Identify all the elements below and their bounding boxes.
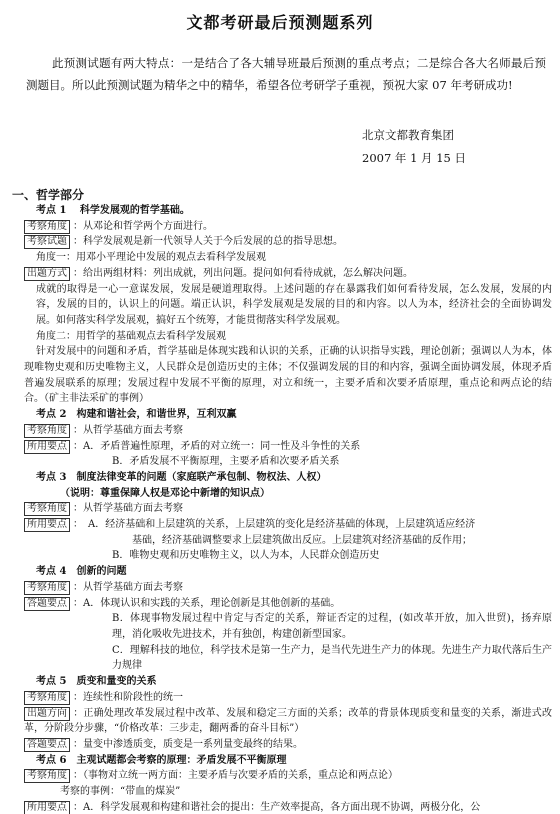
line-text: ：从邓论和哲学两个方面进行。: [73, 220, 213, 232]
text-line: [24, 690, 552, 706]
boxed-label: 考察角度: [24, 769, 70, 783]
text-line: [24, 737, 552, 753]
text-line: [24, 234, 552, 250]
topic-heading: 考点 5 质变和量变的关系: [36, 676, 157, 688]
text-line: 考察的事例：“带血的煤炭”: [60, 786, 181, 798]
text-line: 基础，经济基础调整要求上层建筑做出反应。上层建筑对经济基础的反作用；: [132, 534, 472, 546]
boxed-label: 答题要点: [24, 738, 70, 752]
text-line: B．矛盾发展不平衡原理，主要矛盾和次要矛盾关系: [112, 456, 340, 468]
topic-heading: 考点 1 科学发展观的哲学基础。: [36, 205, 190, 216]
page-title: 文都考研最后预测题系列: [186, 13, 374, 32]
text-line: 角度二：用哲学的基础观点去看科学发展观: [36, 330, 226, 342]
boxed-label: 出题方向: [24, 707, 70, 721]
boxed-label: 答题要点: [24, 597, 70, 611]
line-text: ：连续性和阶段性的统一: [73, 691, 183, 703]
paragraph: C．理解科技的地位，科学技术是第一生产力，是当代先进生产力的体现。先进生产力取代落后生产力规律: [112, 644, 552, 672]
text-line: [24, 423, 552, 439]
document-date: 2007 年 1 月 15 日: [362, 151, 466, 165]
section-heading: 一、哲学部分: [12, 188, 85, 202]
boxed-label: 考察角度: [24, 691, 70, 705]
paragraph: 针对发展中的问题和矛盾，哲学基础是体现实践和认识的关系，正确的认识指导实践，理论创新；强调以人为本，体现唯物史观和历史唯物主义，人民群众是创造历史的主体；不仅强调发展的目的和内容，强调全面协调发展，体现矛盾普遍发展联系的原理；发展过程中发展不平衡的原理，对立和统一，主要矛盾和次要矛盾原理，重点论和两点论的结合。（矿主非法采矿的事例）: [24, 346, 552, 405]
text-line: [24, 266, 552, 282]
boxed-label: 考察角度: [24, 502, 70, 516]
topic-heading: 考点 2 构建和谐社会，和谐世界，互利双赢: [36, 409, 237, 421]
text-line: [24, 439, 552, 455]
topic-heading: 考点 6 主观试题都会考察的原理：矛盾发展不平衡原理: [36, 754, 287, 766]
boxed-label: 所用要点: [24, 518, 70, 532]
line-text: ：科学发展观是新一代领导人关于今后发展的总的指导思想。: [73, 236, 343, 248]
note-line: （说明：尊重保障人权是邓论中新增的知识点）: [60, 487, 270, 499]
text-line: [24, 800, 552, 814]
topic-heading: 考点 4 创新的问题: [36, 566, 127, 578]
line-text: ： A．经济基础和上层建筑的关系，上层建筑的变化是经济基础的体现，上层建筑适应经济: [73, 519, 476, 531]
boxed-label: 考察角度: [24, 424, 70, 438]
boxed-label: 考察角度: [24, 220, 70, 234]
boxed-label: 考察试题: [24, 235, 70, 249]
text-line: [24, 501, 552, 517]
text-line: [24, 768, 552, 784]
line-text: ：从哲学基础方面去考察: [73, 503, 183, 515]
line-text: ：（事物对立统一两方面：主要矛盾与次要矛盾的关系，重点论和两点论）: [73, 770, 398, 782]
topic-heading: 考点 3 制度法律变革的问题（家庭联产承包制、物权法、人权）: [36, 471, 327, 483]
organization-name: 北京文都教育集团: [362, 128, 454, 142]
document-body: [24, 203, 552, 814]
paragraph: B．体现事物发展过程中肯定与否定的关系，辩证否定的过程，(如改革开放，加入世贸)，扬弃原理，消化吸收先进技术，并有独创，构建创新型国家。: [112, 613, 552, 640]
line-text: ：从哲学基础方面去考察: [73, 581, 183, 593]
line-text: ：A．科学发展观和构建和谐社会的提出：生产效率提高，各方面出现不协调，两极分化，公: [73, 801, 481, 813]
text-line: [24, 517, 552, 533]
boxed-label: 出题方式: [24, 267, 70, 281]
line-text: ：正确处理改革发展过程中改革、发展和稳定三方面的关系；改革的背景体现质变和量变的关系，渐进式改革，分阶段分步骤，“价格改革：三步走，翻两番的奋斗目标”）: [24, 707, 552, 735]
text-line: B．唯物史观和历史唯物主义，以人为本，人民群众创造历史: [112, 550, 380, 562]
line-text: ：从哲学基础方面去考察: [73, 424, 183, 436]
line-text: ：A．矛盾普遍性原理，矛盾的对立统一：同一性及斗争性的关系: [73, 440, 361, 452]
boxed-label: 所用要点: [24, 440, 70, 454]
text-line: [24, 596, 552, 612]
text-line: [24, 706, 552, 737]
line-text: ：A．体现认识和实践的关系，理论创新是其他创新的基础。: [73, 597, 341, 609]
text-line: 角度一：用邓小平理论中发展的观点去看科学发展观: [36, 252, 266, 264]
text-line: [24, 219, 552, 235]
paragraph: 成就的取得是一心一意谋发展，发展是硬道理取得。上述问题的存在暴露我们如何看待发展，怎么发展，发展的内容，发展的目的，认识上的问题。端正认识，科学发展观是发展的目的和内容。以人为本，经济社会的全面协调发展。如何落实科学发展观，搞好五个统筹，才能贯彻落实科学发展观。: [36, 283, 552, 326]
boxed-label: 考察角度: [24, 581, 70, 595]
line-text: ：给出两组材料：列出成就，列出问题。提问如何看待成就，怎么解决问题。: [73, 267, 413, 279]
text-line: [24, 580, 552, 596]
boxed-label: 所用要点: [24, 801, 70, 814]
line-text: ：量变中渗透质变，质变是一系列量变最终的结果。: [73, 738, 303, 750]
intro-paragraph: 此预测试题有两大特点：一是结合了各大辅导班最后预测的重点考点；二是综合各大名师最后预测题目。所以此预测试题为精华之中的精华，希望各位考研学子重视，预祝大家 07 年考研成功!: [26, 56, 546, 92]
